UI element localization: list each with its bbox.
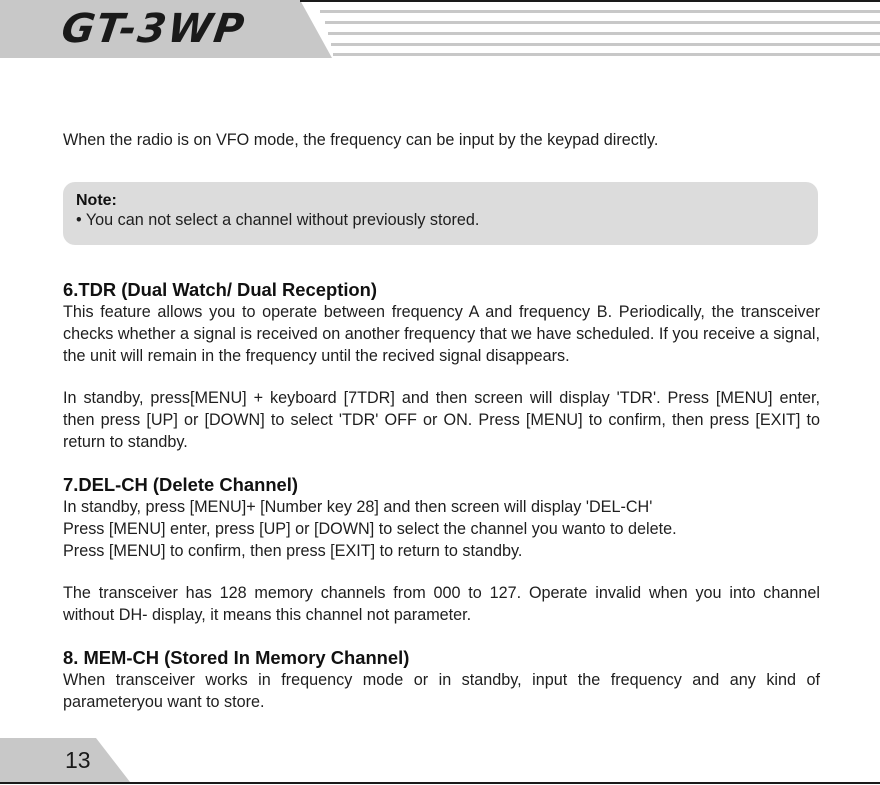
section-heading-memch: 8. MEM-CH (Stored In Memory Channel): [63, 647, 410, 668]
footer-rule: [0, 782, 880, 784]
page-header: [0, 0, 880, 60]
note-box: [63, 182, 818, 245]
section-heading-tdr: 6.TDR (Dual Watch/ Dual Reception): [63, 279, 378, 300]
tdr-paragraph-2: In standby, press[MENU] + keyboard [7TDR] and then screen will display 'TDR'. Press [MENU] enter, then press [UP] or [DOWN] to select 'TDR' OFF or ON. Press [MENU] to confirm, then press [EXIT] to return to standby.: [63, 389, 820, 451]
intro-text: When the radio is on VFO mode, the frequency can be input by the keypad directly.: [63, 131, 659, 149]
section-memch: [63, 647, 820, 713]
product-title: GT-3WP: [58, 6, 249, 52]
memch-paragraph-1: When transceiver works in frequency mode or in standby, input the frequency and any kind of parameteryou want to store.: [63, 671, 820, 711]
delch-paragraph-2: The transceiver has 128 memory channels from 000 to 127. Operate invalid when you into channel without DH- display, it means this channel not parameter.: [63, 584, 820, 624]
section-heading-delch: 7.DEL-CH (Delete Channel): [63, 474, 299, 495]
page-number: 13: [65, 747, 91, 773]
delch-line-2: Press [MENU] enter, press [UP] or [DOWN] to select the channel you wanto to delete.: [63, 520, 677, 538]
section-delch: [63, 474, 820, 626]
note-title: Note:: [76, 192, 117, 209]
tdr-paragraph-1: This feature allows you to operate between frequency A and frequency B. Periodically, the transceiver checks whether a signal is received on another frequency that we have scheduled. If you receive a signal, the unit will remain in the frequency until the recived signal disappears.: [63, 303, 820, 365]
section-tdr: [63, 279, 820, 453]
delch-line-3: Press [MENU] to confirm, then press [EXIT] to return to standby.: [63, 542, 523, 560]
intro-block: [63, 129, 820, 151]
delch-line-1: In standby, press [MENU]+ [Number key 28] and then screen will display 'DEL-CH': [63, 498, 653, 516]
note-text: • You can not select a channel without previously stored.: [76, 211, 480, 229]
